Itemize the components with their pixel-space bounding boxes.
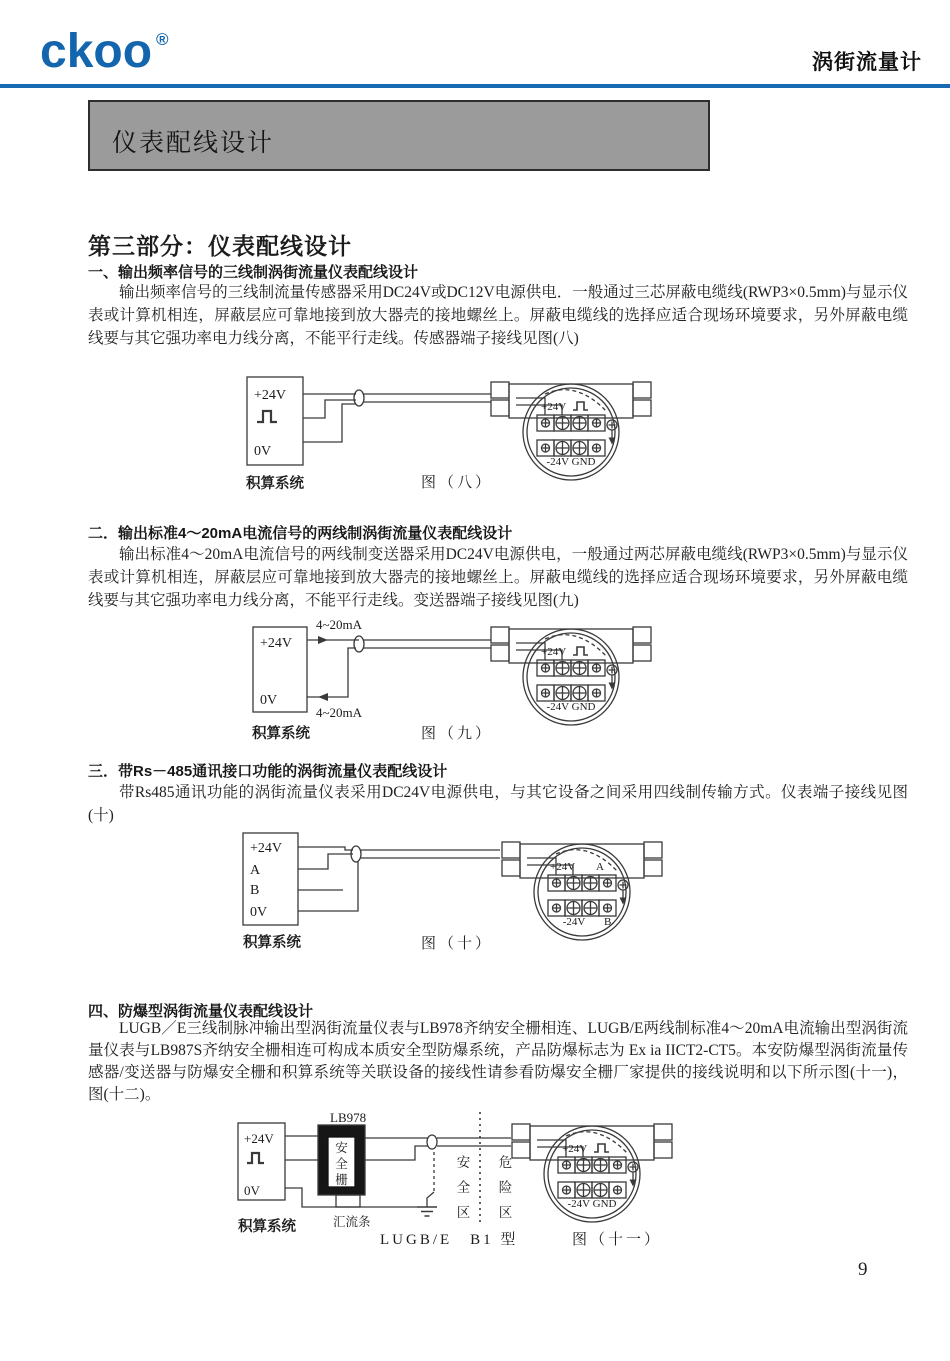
figure-caption: 图（十）	[421, 936, 494, 952]
pulse-icon	[247, 1153, 264, 1163]
system-label: 积算系统	[243, 935, 301, 951]
safe-zone-label: 安全区	[456, 1155, 471, 1220]
main-title: 第三部分：仪表配线设计	[88, 234, 352, 259]
figure-8-diagram	[230, 358, 690, 510]
loop-wire-bottom	[307, 648, 356, 697]
figure-10	[230, 828, 690, 960]
source-a-label: A	[250, 863, 261, 878]
figure-caption: 图（九）	[421, 726, 494, 742]
pulse-icon	[594, 1144, 609, 1152]
cable	[437, 1138, 511, 1146]
arrow-right-icon	[318, 636, 328, 644]
ground-icon	[417, 1207, 437, 1216]
cable	[361, 850, 500, 858]
type-label: LUGB/E B1 型	[380, 1232, 519, 1248]
output-wires	[365, 1138, 428, 1160]
source-b-label: B	[250, 883, 260, 898]
safety-barrier-label: 安全栅	[335, 1141, 348, 1187]
system-label: 积算系统	[238, 1219, 296, 1235]
system-label: 积算系统	[246, 476, 304, 492]
figure-9-diagram	[230, 612, 690, 755]
source-plus-label: +24V	[250, 841, 283, 856]
danger-zone-label: 危险区	[498, 1155, 513, 1220]
head-bottom-label: -24V	[562, 916, 586, 928]
page-number: 9	[858, 1259, 868, 1280]
section-2-body: 输出标准4～20mA电流信号的两线制变送器采用DC24V电源供电，一般通过两芯屏蔽电缆线(RWP3×0.5mm)与显示仪表或计算机相连，屏蔽层应可靠地接到放大器壳的接地螺丝上。屏蔽电缆线的选择应适合现场环境要求，另外屏蔽电缆线要与其它强功率电力线分离，不能平行走线。变送器端子接线见图(九)	[88, 546, 908, 609]
section-4-body: LUGB／E三线制脉冲输出型涡街流量仪表与LB978齐纳安全栅相连、LUGB/E两线制标准4～20mA电流输出型涡街流量仪表与LB987S齐纳安全栅相连可构成本质安全型防爆系统，产品防爆标志为 Ex ia IICT2-CT5。本安防爆型涡街流量传感器/变送器与防爆安全栅和积算系统等关联设备的接线性请参看防爆安全栅厂家提供的接线说明和以下所示图(十一)，图(十二)。	[88, 1020, 908, 1103]
source-zero-label: 0V	[260, 693, 278, 708]
section-banner	[88, 100, 710, 171]
registered-mark-icon: ®	[156, 30, 169, 49]
head-top-label: +24V	[541, 646, 567, 658]
source-plus-label: +24V	[244, 1131, 274, 1146]
figure-8	[230, 358, 690, 510]
section-2-heading: 二．输出标准4～20mA电流信号的两线制涡街流量仪表配线设计	[88, 525, 513, 542]
doc-title: 涡街流量计	[812, 51, 922, 74]
source-zero-label: 0V	[250, 905, 268, 920]
section-1-body: 输出频率信号的三线制流量传感器采用DC24V或DC12V电源供电．一般通过三芯屏蔽电缆线(RWP3×0.5mm)与显示仪表或计算机相连，屏蔽层应可靠地接到放大器壳的接地螺丝上。屏蔽电缆线的选择应适合现场环境要求，另外屏蔽电缆线要与其它强功率电力线分离，不能平行走线。传感器端子接线见图(八)	[88, 284, 908, 347]
input-wires	[285, 1136, 318, 1160]
head-top-label: +24V	[541, 401, 567, 413]
pulse-icon	[573, 402, 588, 410]
cable-junction	[427, 1135, 437, 1149]
source-zero-label: 0V	[244, 1183, 260, 1198]
loop-current-bottom-label: 4~20mA	[316, 705, 363, 720]
system-label: 积算系统	[252, 726, 310, 742]
loop-current-top-label: 4~20mA	[316, 617, 363, 632]
cable-junction	[354, 390, 364, 406]
section-1-heading: 一、输出频率信号的三线制涡街流量仪表配线设计	[88, 264, 419, 281]
arrow-left-icon	[318, 693, 328, 701]
wires	[298, 847, 358, 911]
source-plus-label: +24V	[254, 388, 287, 403]
source-zero-label: 0V	[254, 444, 272, 459]
shield-drain	[427, 1192, 434, 1207]
figure-caption: 图（八）	[421, 475, 494, 491]
source-plus-label: +24V	[260, 636, 293, 651]
banner-title: 仪表配线设计	[112, 130, 275, 157]
brand-logo: ckoo	[40, 25, 153, 78]
head-bottom-b-label: B	[604, 916, 612, 928]
head-bottom-label: -24V GND	[546, 456, 596, 468]
section-4-heading: 四、防爆型涡街流量仪表配线设计	[88, 1003, 314, 1020]
cable	[363, 394, 491, 402]
pulse-icon	[573, 647, 588, 655]
busbar	[336, 1195, 360, 1207]
wires	[303, 394, 356, 442]
section-3-heading: 三．带Rs－485通讯接口功能的涡街流量仪表配线设计	[88, 763, 448, 780]
cable	[363, 640, 491, 648]
section-3-body: 带Rs485通讯功能的涡街流量仪表采用DC24V电源供电，与其它设备之间采用四线制传输方式。仪表端子接线见图(十)	[88, 784, 908, 824]
busbar-label: 汇流条	[333, 1215, 371, 1229]
header	[40, 25, 169, 78]
barrier-model-label: LB978	[330, 1110, 367, 1125]
pulse-icon	[257, 411, 277, 422]
head-top-label: +24V	[550, 861, 576, 873]
head-bottom-label: -24V GND	[567, 1198, 617, 1210]
head-bottom-label: -24V GND	[546, 701, 596, 713]
head-top-label: +24V	[562, 1143, 588, 1155]
cable-junction	[354, 636, 364, 652]
header-rule	[0, 84, 950, 88]
figure-11	[230, 1108, 710, 1258]
figure-9	[230, 612, 690, 755]
figure-caption: 图（十一）	[572, 1232, 663, 1248]
figure-10-diagram	[230, 828, 690, 960]
head-top-a-label: A	[596, 861, 604, 873]
